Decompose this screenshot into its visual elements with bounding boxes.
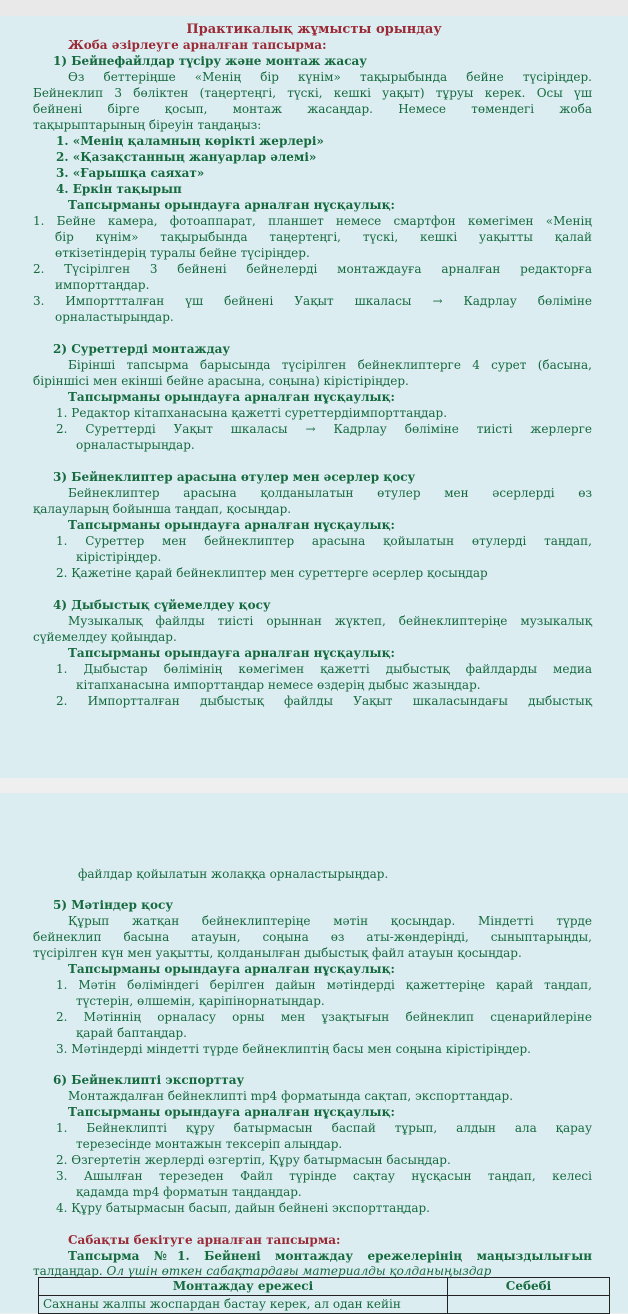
section-2-text: Бірінші тапсырма барысында түсірілген бейнеклиптерге 4 сурет (басына, [68,358,592,372]
instruction-item: 3. Ашылған терезеден Файл түрінде сақтау нұсқасын таңдап, келесі [56,1169,592,1183]
section-1-text: бейнені бірге қосып, монтаж жасаңдар. Немесе төмендегі жоба [33,102,592,116]
instruction-item: 2. Өзгертетін жерлерді өзгертіп, Құру батырмасын басыңдар. [56,1153,451,1167]
instruction-item: қарай баптаңдар. [76,1026,187,1040]
instructions-heading: Тапсырманы орындауға арналған нұсқаулық: [68,1105,395,1119]
table-header-row [39,1278,610,1296]
instruction-item: 2. Суреттерді Уақыт шкаласы → Кадрлау бөліміне тиісті жерлерге [56,422,592,436]
section-5-text: бейнеклип басына атауын, соңына өз аты-жөндеріңді, сыныптарыңды, [33,930,592,944]
instruction-item: 3. Импорттталған үш бейнені Уақыт шкаласы → Кадрлау бөліміне [33,294,592,308]
section-4-text: сүйемелдеу қойыңдар. [33,630,177,644]
instruction-item: кірістіріңдер. [76,550,162,564]
task-1-label: Тапсырма №1. Бейнені монтаждау ережелерінің маңыздылығын [68,1249,592,1263]
editing-rules-table [38,1277,610,1314]
task-1-text-end: талдаңдар. [33,1264,103,1278]
instruction-item: түстерін, өлшемін, қаріпінорнатыңдар. [76,994,325,1008]
instruction-item: 1. Бейнеклипті құру батырмасын баспай тұрып, алдын ала қарау [56,1121,592,1135]
table-header-cell: Себебі [448,1278,610,1296]
instruction-item: 2. Мәтіннің орналасу орны мен ұзақтығын бейнеклип сценарийлеріне [56,1010,592,1024]
instruction-item: 3. Мәтіндерді міндетті түрде бейнеклиптің басы мен соңына кірістіріңдер. [56,1042,531,1056]
project-task-heading: Жоба әзірлеуге арналған тапсырма: [68,38,327,52]
topic-item: 1. «Менің қаламның көрікті жерлері» [56,134,324,148]
instructions-heading: Тапсырманы орындауға арналған нұсқаулық: [68,518,395,532]
section-3-text: Бейнеклиптер арасына қолданылатын өтулер мен әсерлерді өз [68,486,592,500]
page-title: Практикалық жұмысты орындау [186,22,442,37]
instruction-item: 1. Суреттер мен бейнеклиптер арасына қойылатын өтулерді таңдап, [56,534,592,548]
instruction-item: 2. Импортталған дыбыстық файлды Уақыт шкаласындағы дыбыстық [56,694,592,708]
section-2-text: біріншісі мен екінші бейне арасына, соңына) кірістіріңдер. [33,374,409,388]
instruction-item: қадамда mp4 форматын таңдаңдар. [76,1185,302,1199]
section-6-heading: 6) Бейнеклипті экспорттау [53,1073,245,1087]
instruction-item: 2. Түсірілген 3 бейнені бейнелерді монтаждауға арналған редакторға [33,262,592,276]
consolidation-heading: Сабақты бекітуге арналған тапсырма: [68,1233,341,1247]
instruction-item: 1. Редактор кітапханасына қажетті суреттердіимпорттаңдар. [56,406,448,420]
instructions-heading: Тапсырманы орындауға арналған нұсқаулық: [68,198,395,212]
instruction-item: файлдар қойылатын жолаққа орналастырыңдар. [78,867,389,881]
section-3-text: қалауларың бойынша таңдап, қосыңдар. [33,502,292,516]
instruction-item: 2. Қажетіне қарай бейнеклиптер мен суреттерге әсерлер қосыңдар [56,566,488,580]
instruction-item: бір күнім» тақырыбында таңертеңгі, түскі, кешкі уақытты қалай [55,230,592,244]
table-cell: Сахнаны жалпы жоспардан бастау керек, ал одан кейін [39,1296,448,1314]
instruction-item: кітапханасына импорттаңдар немесе өздерің дыбыс жазыңдар. [76,678,481,692]
section-5-text: Құрып жатқан бейнеклиптеріңе мәтін қосыңдар. Міндетті түрде [68,914,592,928]
viewer-top-bar [0,0,628,16]
document-page-2 [0,793,628,1313]
instruction-item: орналастырыңдар. [55,310,174,324]
instruction-item: 1. Бейне камера, фотоаппарат, планшет немесе смартфон көмегімен «Менің [33,214,592,228]
section-5-text: түсірілген күн мен уақытты, қолданылған дыбыстық файл атауын қосыңдар. [33,946,522,960]
section-6-text: Монтаждалған бейнеклипті mp4 форматында сақтап, экспорттаңдар. [68,1089,514,1103]
instruction-item: импорттаңдар. [55,278,150,292]
table-row [39,1296,610,1314]
table-header-cell: Монтаждау ережесі [39,1278,448,1296]
topic-item: 2. «Қазақстанның жануарлар әлемі» [56,150,317,164]
instructions-heading: Тапсырманы орындауға арналған нұсқаулық: [68,390,395,404]
instruction-item: 1. Мәтін бөліміндегі берілген дайын мәтіндерді қажеттеріңе қарай таңдап, [56,978,592,992]
instruction-item: 4. Құру батырмасын басып, дайын бейнені экспорттаңдар. [56,1201,430,1215]
instructions-heading: Тапсырманы орындауға арналған нұсқаулық: [68,962,395,976]
section-4-heading: 4) Дыбыстық сүйемелдеу қосу [53,598,271,612]
section-5-heading: 5) Мәтіндер қосу [53,898,174,912]
section-2-heading: 2) Суреттерді монтаждау [53,342,231,356]
instruction-item: 1. Дыбыстар бөлімінің көмегімен қажетті дыбыстық файлдарды медиа [56,662,592,676]
section-3-heading: 3) Бейнеклиптер арасына өтулер мен әсерлер қосу [53,470,416,484]
task-1-hint: Ол үшін өткен сабақтардағы материалды қолданыңыздар [106,1264,492,1278]
topic-item: 3. «Ғарышқа саяхат» [56,166,205,180]
section-1-heading: 1) Бейнефайлдар түсіру және монтаж жасау [53,54,367,68]
document-page-1 [0,16,628,778]
instructions-heading: Тапсырманы орындауға арналған нұсқаулық: [68,646,395,660]
instruction-item: терезесінде монтажын тексеріп алыңдар. [76,1137,343,1151]
section-4-text: Музыкалық файлды тиісті орыннан жүктеп, бейнеклиптеріңе музыкалық [68,614,592,628]
task-1-text [68,1249,592,1264]
section-1-text: Бейнеклип 3 бөліктен (таңертеңгі, түскі, кешкі уақыт) тұруы керек. Осы үш [33,86,592,100]
instruction-item: орналастырыңдар. [76,438,195,452]
section-1-text: тақырыптарының біреуін таңдаңыз: [33,118,262,132]
section-1-text: Өз беттеріңше «Менің бір күнім» тақырыбында бейне түсіріңдер. [68,70,592,84]
instruction-item: өткізетіндерің туралы бейне түсіріңдер. [55,246,310,260]
table-cell [448,1296,610,1314]
topic-item: 4. Еркін тақырып [56,182,182,196]
